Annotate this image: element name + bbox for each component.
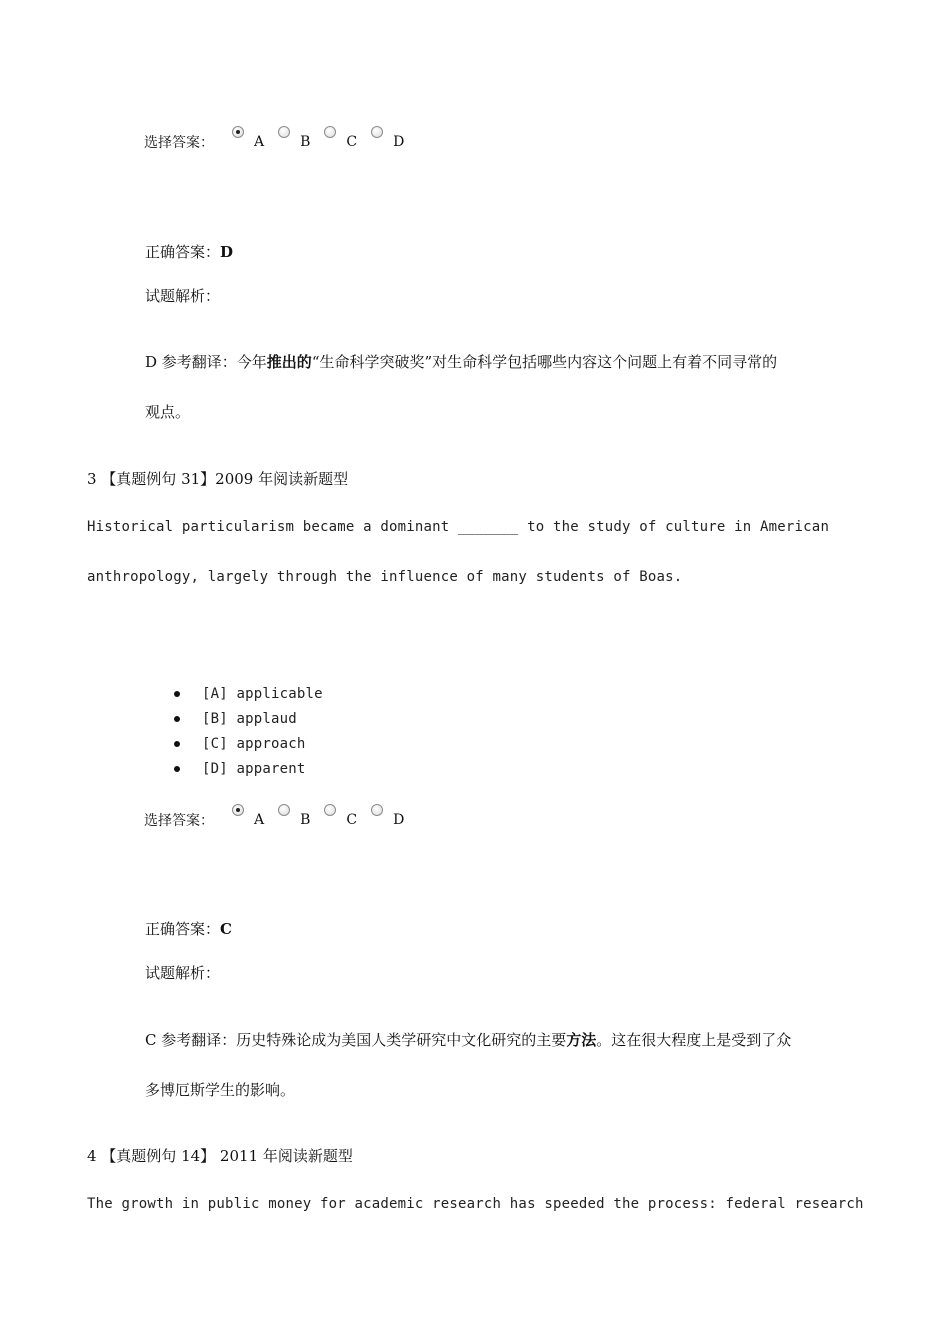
question-3-options-list [202, 684, 323, 784]
translation-line-1: C 参考翻译：历史特殊论成为美国人类学研究中文化研究的主要方法。这在很大程度上是受到了众 [145, 1031, 792, 1049]
translation-line-1: D 参考翻译：今年推出的“生命科学突破奖”对生命科学包括哪些内容这个问题上有着不同寻常的 [145, 353, 778, 371]
option-item-b: [B] applaud [202, 709, 323, 734]
radio-icon[interactable] [324, 804, 336, 816]
correct-answer [145, 241, 233, 262]
option-item-d: [D] apparent [202, 759, 323, 784]
question-3-sentence-line-2: anthropology, largely through the influence of many students of Boas. [87, 569, 683, 585]
translation-line-2: 观点。 [145, 403, 191, 421]
analysis-label: 试题解析： [145, 287, 221, 305]
correct-answer-value: C [220, 920, 232, 938]
radio-icon[interactable] [371, 126, 383, 138]
choice-option-d[interactable]: D [371, 128, 404, 150]
radio-checked-icon[interactable] [232, 804, 244, 816]
radio-icon[interactable] [371, 804, 383, 816]
choice-label: 选择答案： [144, 135, 214, 151]
question-3-sentence-line-1: Historical particularism became a dominant _______ to the study of culture in American [87, 519, 830, 535]
answer-choice-row [144, 128, 418, 152]
analysis-label: 试题解析： [145, 964, 221, 982]
correct-answer-label: 正确答案： [145, 243, 221, 261]
correct-answer [145, 918, 232, 939]
radio-icon[interactable] [278, 804, 290, 816]
radio-icon[interactable] [278, 126, 290, 138]
question-4-sentence-line-1: The growth in public money for academic research has speeded the process: federal research [87, 1196, 864, 1212]
correct-answer-label: 正确答案： [145, 920, 221, 938]
option-item-a: [A] applicable [202, 684, 323, 709]
answer-choice-row [144, 806, 418, 830]
choice-option-a[interactable]: A [232, 128, 264, 150]
translation-line-2: 多博厄斯学生的影响。 [145, 1081, 296, 1099]
choice-label: 选择答案： [144, 813, 214, 829]
choice-option-b[interactable]: B [278, 128, 310, 150]
option-item-c: [C] approach [202, 734, 323, 759]
correct-answer-value: D [220, 243, 234, 261]
choice-option-c[interactable]: C [324, 806, 357, 828]
choice-option-d[interactable]: D [371, 806, 404, 828]
question-3-heading: 3 【真题例句 31】2009 年阅读新题型 [87, 470, 349, 488]
choice-option-b[interactable]: B [278, 806, 310, 828]
radio-checked-icon[interactable] [232, 126, 244, 138]
question-4-heading: 4 【真题例句 14】 2011 年阅读新题型 [87, 1147, 353, 1165]
radio-icon[interactable] [324, 126, 336, 138]
choice-option-a[interactable]: A [232, 806, 264, 828]
choice-option-c[interactable]: C [324, 128, 357, 150]
